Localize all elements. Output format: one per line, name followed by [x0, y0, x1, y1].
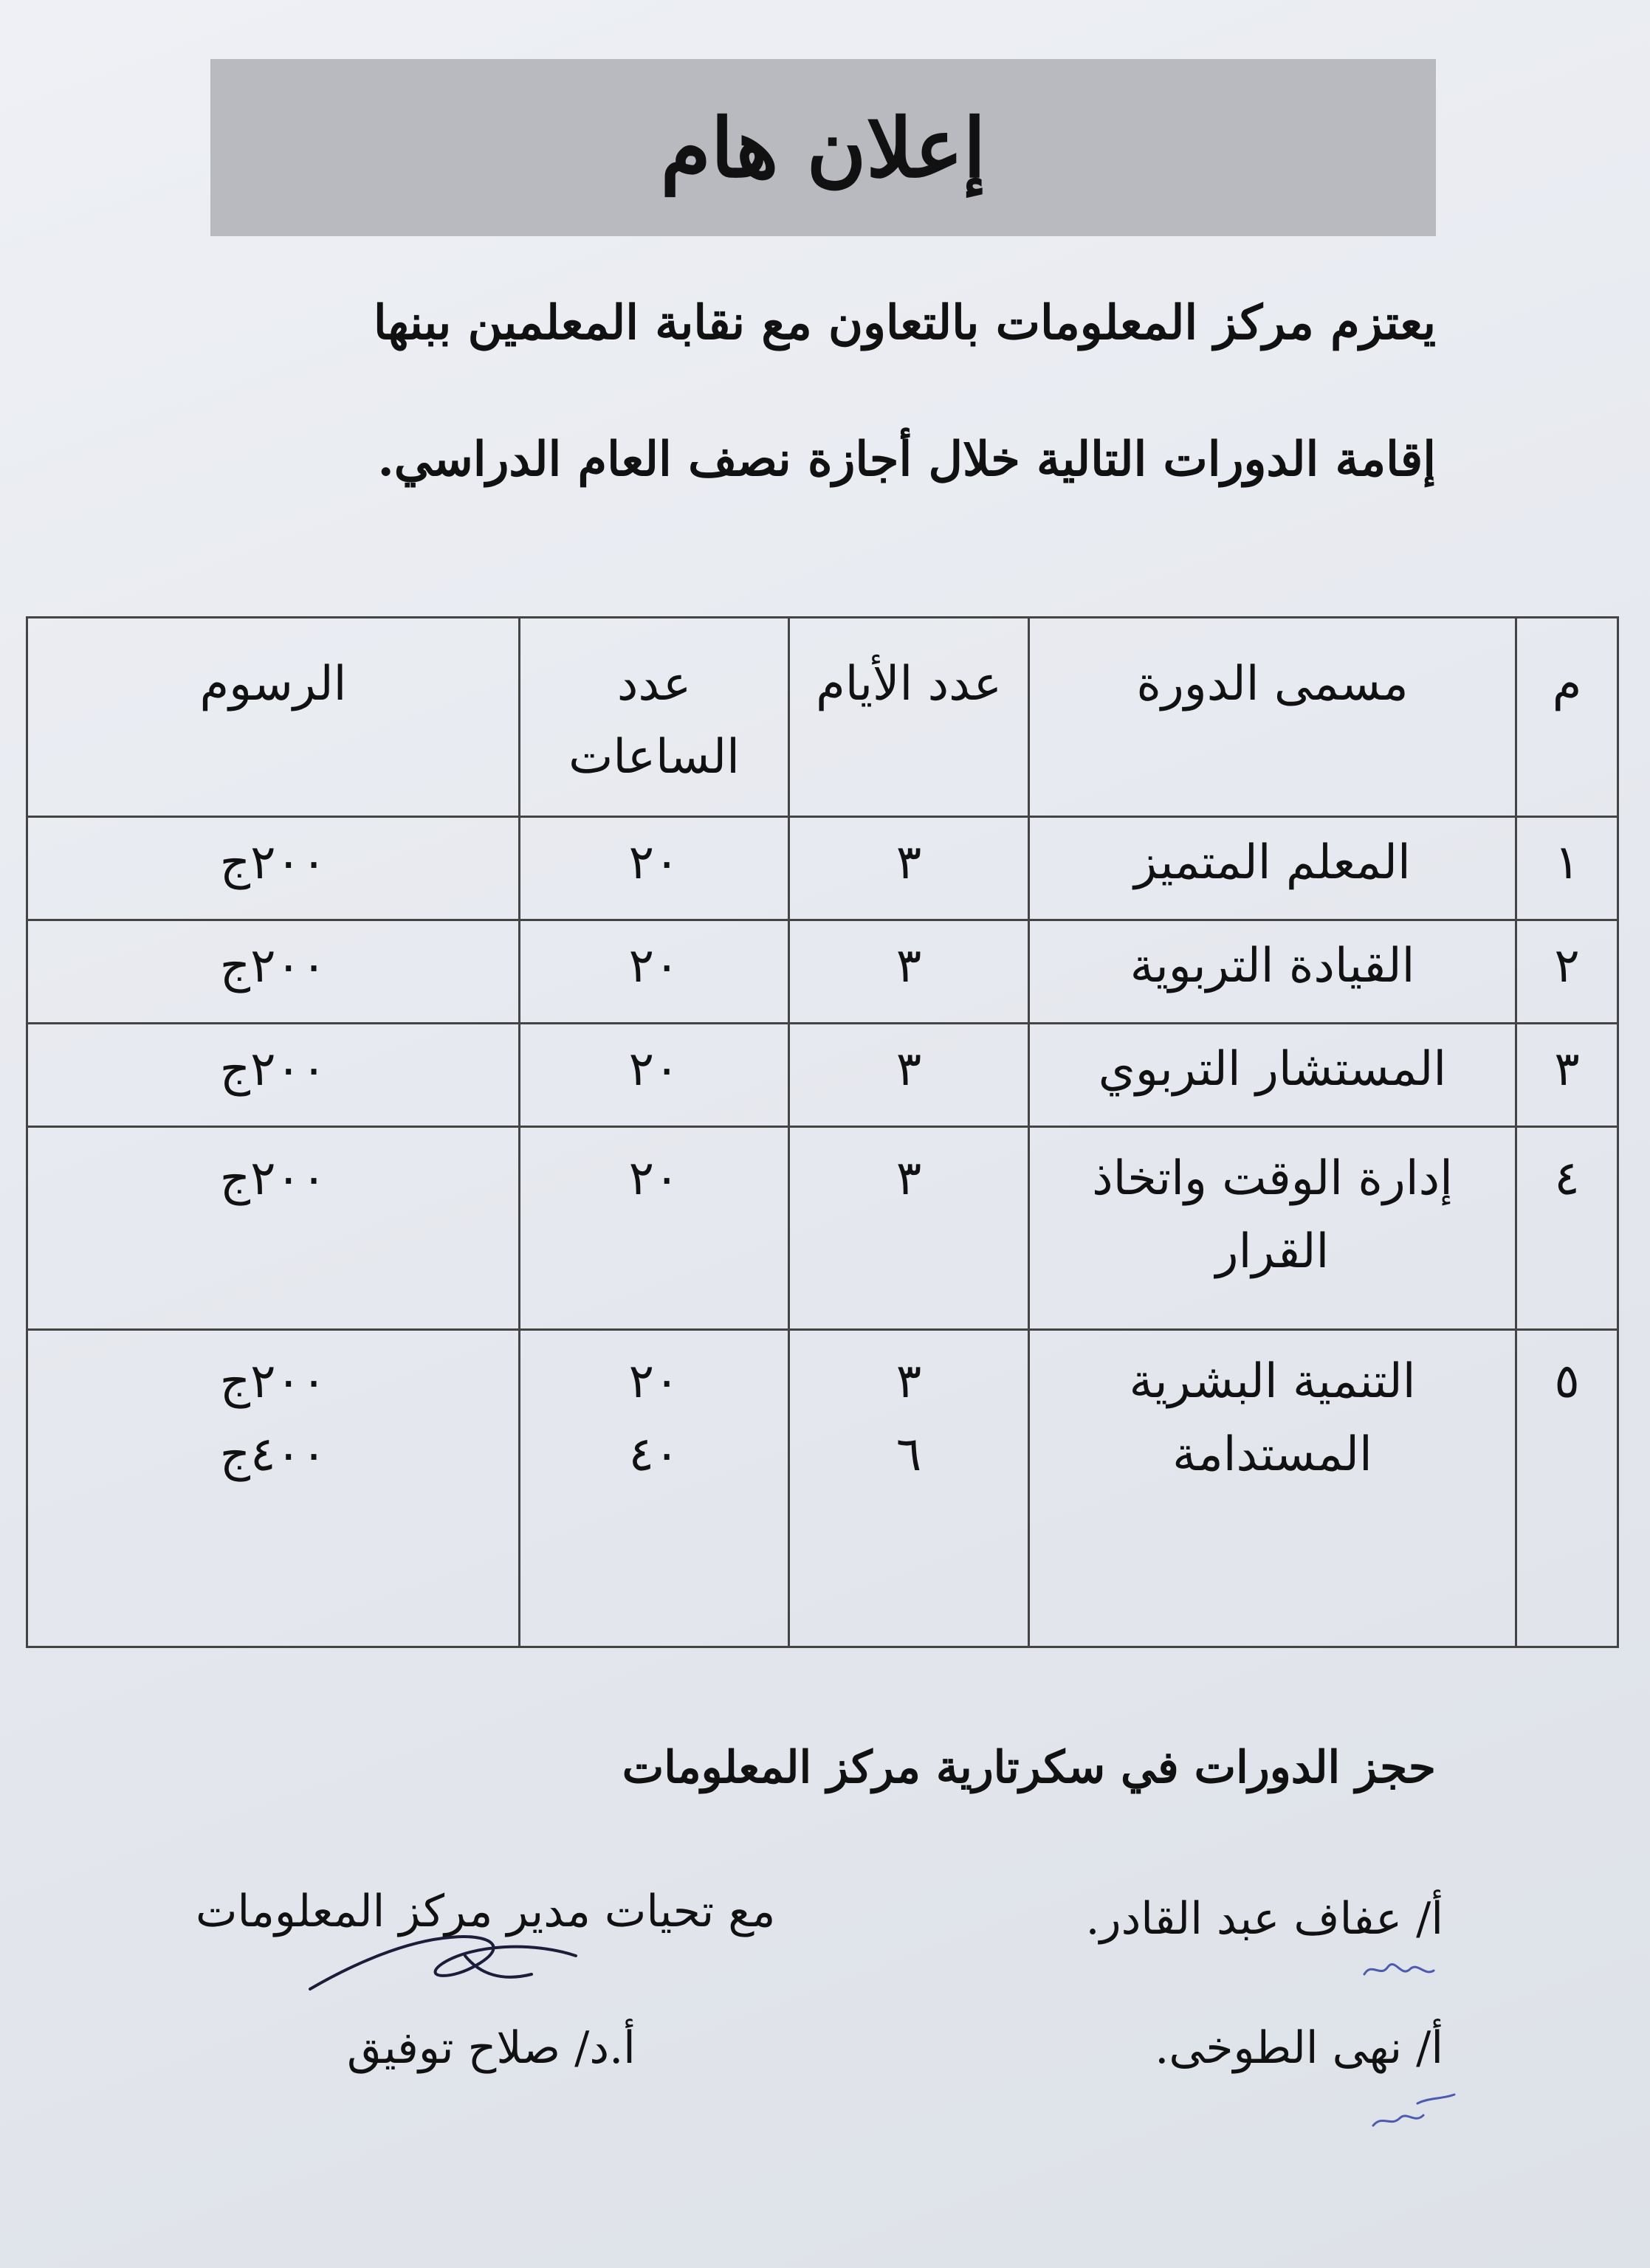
course-name-line1: المعلم المتميز	[1134, 835, 1411, 890]
row-fees: ٢٠٠ج	[27, 1127, 520, 1330]
row-course-name	[1029, 1330, 1516, 1647]
header-fees: الرسوم	[27, 618, 520, 817]
fees-value-1: ٢٠٠ج	[219, 1354, 327, 1409]
row-hours: ٢٠	[520, 920, 789, 1024]
header-number: م	[1516, 618, 1618, 817]
contact-2-initials	[1366, 2081, 1462, 2140]
header-course-name: مسمى الدورة	[1029, 618, 1516, 817]
table-header-row	[27, 618, 1618, 817]
contact-name-1: أ/ عفاف عبد القادر.	[1085, 1893, 1443, 1945]
row-number: ٤	[1516, 1127, 1618, 1330]
table-row	[27, 817, 1618, 920]
row-fees	[27, 1330, 520, 1647]
fees-value-2: ٤٠٠ج	[219, 1427, 327, 1483]
hours-value-1: ٢٠	[628, 1354, 680, 1409]
row-course-name	[1029, 920, 1516, 1024]
announcement-title: إعلان هام	[660, 100, 986, 196]
table-row	[27, 1127, 1618, 1330]
row-hours: ٢٠	[520, 817, 789, 920]
course-name-line1: التنمية البشرية	[1129, 1354, 1416, 1409]
closing-greeting: مع تحيات مدير مركز المعلومات	[196, 1886, 776, 1937]
row-course-name	[1029, 1127, 1516, 1330]
title-banner	[210, 59, 1436, 236]
course-name-line1: إدارة الوقت واتخاذ	[1092, 1151, 1453, 1206]
intro-line-1: يعتزم مركز المعلومات بالتعاون مع نقابة المعلمين ببنها	[373, 295, 1436, 351]
row-days: ٣	[789, 920, 1029, 1024]
row-fees: ٢٠٠ج	[27, 1024, 520, 1127]
row-days: ٣	[789, 1127, 1029, 1330]
header-hours-line1: عدد	[616, 657, 692, 711]
contact-1-initials	[1358, 1948, 1440, 1989]
row-days	[789, 1330, 1029, 1647]
row-number: ١	[1516, 817, 1618, 920]
hours-value-2: ٤٠	[628, 1427, 680, 1483]
row-number: ٥	[1516, 1330, 1618, 1647]
row-hours: ٢٠	[520, 1127, 789, 1330]
director-signature	[295, 1912, 605, 2007]
row-fees: ٢٠٠ج	[27, 920, 520, 1024]
courses-table	[26, 616, 1619, 1648]
booking-note: حجز الدورات في سكرتارية مركز المعلومات	[622, 1742, 1436, 1793]
row-number: ٣	[1516, 1024, 1618, 1127]
row-course-name	[1029, 1024, 1516, 1127]
director-name: أ.د/ صلاح توفيق	[347, 2022, 636, 2074]
row-fees: ٢٠٠ج	[27, 817, 520, 920]
row-hours: ٢٠	[520, 1024, 789, 1127]
row-days: ٣	[789, 1024, 1029, 1127]
header-days: عدد الأيام	[789, 618, 1029, 817]
table-row	[27, 1024, 1618, 1127]
days-value-1: ٣	[896, 1354, 922, 1409]
days-value-2: ٦	[896, 1427, 922, 1483]
row-hours	[520, 1330, 789, 1647]
intro-line-2: إقامة الدورات التالية خلال أجازة نصف العام الدراسي.	[377, 432, 1436, 487]
row-course-name	[1029, 817, 1516, 920]
row-number: ٢	[1516, 920, 1618, 1024]
contact-name-2: أ/ نهى الطوخى.	[1155, 2022, 1443, 2074]
table-row	[27, 920, 1618, 1024]
course-name-line2: القرار	[1215, 1224, 1330, 1280]
course-name-line1: القيادة التربوية	[1130, 939, 1415, 993]
row-days: ٣	[789, 817, 1029, 920]
course-name-line1: المستشار التربوي	[1098, 1042, 1447, 1097]
table-row	[27, 1330, 1618, 1647]
header-hours-line2: الساعات	[568, 730, 740, 785]
course-name-line2: المستدامة	[1172, 1427, 1372, 1483]
header-hours	[520, 618, 789, 817]
